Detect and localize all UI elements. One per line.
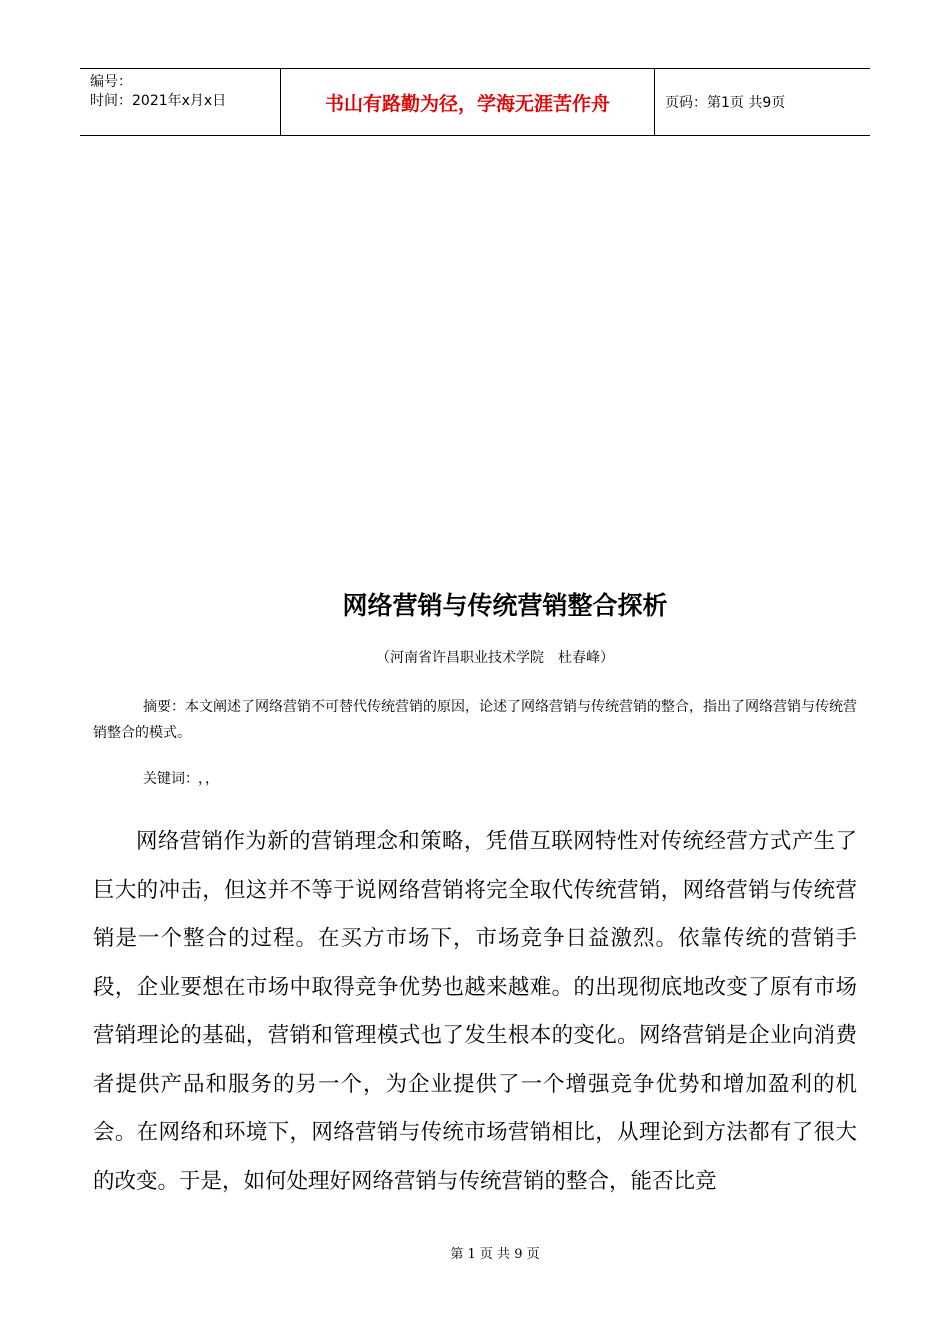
body-paragraph: 网络营销作为新的营销理念和策略，凭借互联网特性对传统经营方式产生了巨大的冲击，但这并不等于说网络营销将完全取代传统营销，网络营销与传统营销是一个整合的过程。在买方市场下，市场竞争日益激烈。依靠传统的营销手段，企业要想在市场中取得竞争优势也越来越难。的出现彻底地改变了原有市场营销理论的基础，营销和管理模式也了发生根本的变化。网络营销是企业向消费者提供产品和服务的另一个，为企业提供了一个增强竞争优势和增加盈利的机会。在网络和环境下，网络营销与传统市场营销相比，从理论到方法都有了很大的改变。于是，如何处理好网络营销与传统营销的整合，能否比竞 (93, 829, 857, 1194)
header-motto-cell (281, 69, 655, 135)
header-table (80, 68, 870, 136)
keywords-line (143, 767, 219, 791)
abstract-paragraph: 摘要：本文阐述了网络营销不可替代传统营销的原因，论述了网络营销与传统营销的整合，指出了网络营销与传统营销整合的模式。 (93, 699, 857, 741)
header-page-info: 页码：第1页 共9页 (665, 95, 786, 111)
serial-number-label: 编号： (90, 74, 132, 90)
header-meta-cell (80, 69, 281, 135)
time-label: 时间：2021年x月x日 (90, 93, 227, 109)
keywords-label: 关键词： (143, 771, 192, 787)
page-footer: 第 1 页 共 9 页 (450, 1247, 540, 1262)
document-title: 网络营销与传统营销整合探析 (342, 591, 668, 620)
header-motto: 书山有路勤为径，学海无涯苦作舟 (324, 92, 610, 115)
document-author: （河南省许昌职业技术学院 杜春峰） (376, 650, 614, 666)
header-page-cell (655, 69, 870, 135)
keywords-separators: ，， (198, 771, 219, 787)
